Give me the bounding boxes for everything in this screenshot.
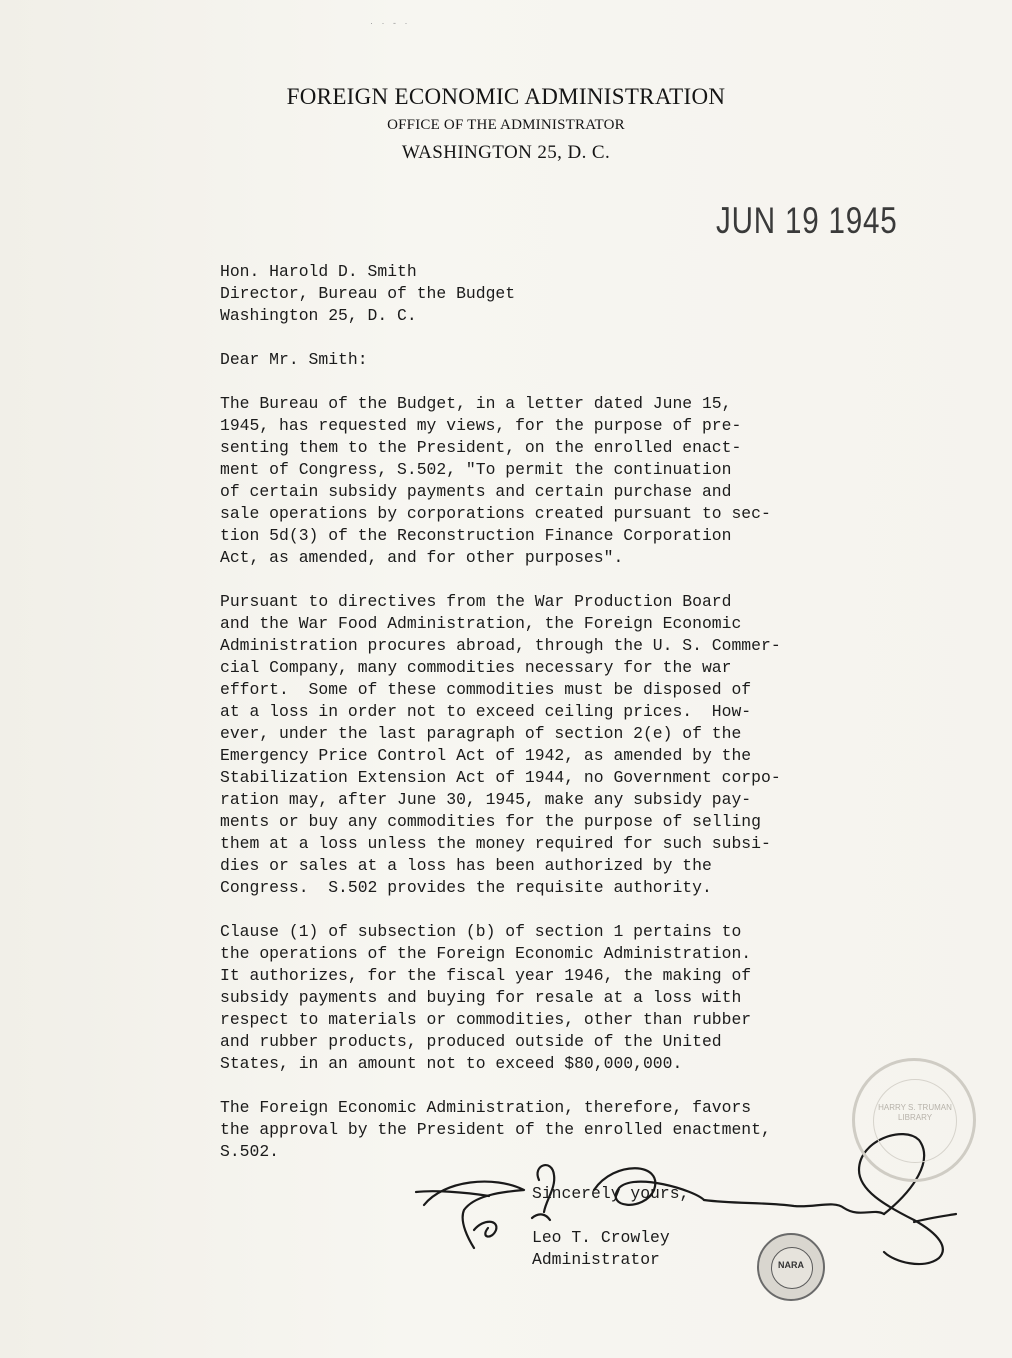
paragraph-line: of certain subsidy payments and certain purchase and (220, 482, 732, 501)
signer-title: Administrator (532, 1250, 660, 1269)
paragraph-line: tion 5d(3) of the Reconstruction Finance Corporation (220, 526, 732, 545)
paragraph-line: at a loss in order not to exceed ceiling prices. How- (220, 702, 752, 721)
paragraph-line: Emergency Price Control Act of 1942, as amended by the (220, 746, 752, 765)
salutation: Dear Mr. Smith: (220, 350, 368, 369)
nara-seal-text: NARA (778, 1260, 804, 1270)
paragraph-line: them at a loss unless the money required for such subsi- (220, 834, 771, 853)
paragraph-line: The Foreign Economic Administration, therefore, favors (220, 1098, 752, 1117)
letterhead-office: OFFICE OF THE ADMINISTRATOR (387, 117, 625, 133)
paragraph-line: Pursuant to directives from the War Production Board (220, 592, 732, 611)
paragraph-line: ments or buy any commodities for the purpose of selling (220, 812, 761, 831)
paragraph-line: Congress. S.502 provides the requisite authority. (220, 878, 712, 897)
paragraph-line: ration may, after June 30, 1945, make any subsidy pay- (220, 790, 752, 809)
paragraph-line: and the War Food Administration, the Foreign Economic (220, 614, 742, 633)
paragraph-line: Clause (1) of subsection (b) of section 1 pertains to (220, 922, 742, 941)
paragraph-line: Administration procures abroad, through the U. S. Commer- (220, 636, 781, 655)
paragraph-line: sale operations by corporations created pursuant to sec- (220, 504, 771, 523)
paragraph-line: 1945, has requested my views, for the purpose of pre- (220, 416, 742, 435)
recipient-name: Hon. Harold D. Smith (220, 262, 417, 281)
paragraph-line: the operations of the Foreign Economic Administration. (220, 944, 752, 963)
paragraph-line: ever, under the last paragraph of section 2(e) of the (220, 724, 742, 743)
paragraph-line: States, in an amount not to exceed $80,000,000. (220, 1054, 683, 1073)
paragraph-line: the approval by the President of the enrolled enactment, (220, 1120, 771, 1139)
recipient-address: Washington 25, D. C. (220, 306, 417, 325)
paragraph-line: dies or sales at a loss has been authorized by the (220, 856, 712, 875)
paragraph-line: senting them to the President, on the enrolled enact- (220, 438, 742, 457)
paragraph-line: cial Company, many commodities necessary for the war (220, 658, 732, 677)
paragraph-line: effort. Some of these commodities must be disposed of (220, 680, 752, 699)
library-seal-text: HARRY S. TRUMAN LIBRARY (878, 1103, 952, 1122)
top-smudge: · · - · (370, 18, 411, 28)
paragraph-line: It authorizes, for the fiscal year 1946, the making of (220, 966, 752, 985)
closing: Sincerely yours, (532, 1184, 690, 1203)
paragraph-line: Act, as amended, and for other purposes". (220, 548, 624, 567)
nara-seal (757, 1233, 825, 1301)
paragraph-line: respect to materials or commodities, other than rubber (220, 1010, 752, 1029)
letterhead-organization: FOREIGN ECONOMIC ADMINISTRATION (286, 84, 726, 109)
paragraph-line: subsidy payments and buying for resale at a loss with (220, 988, 742, 1007)
paragraph-line: The Bureau of the Budget, in a letter dated June 15, (220, 394, 732, 413)
paragraph-line: Stabilization Extension Act of 1944, no Government corpo- (220, 768, 781, 787)
library-seal (852, 1058, 976, 1182)
letterhead-city: WASHINGTON 25, D. C. (401, 142, 611, 163)
paragraph-line: and rubber products, produced outside of the United (220, 1032, 722, 1051)
paragraph-line: ment of Congress, S.502, "To permit the continuation (220, 460, 732, 479)
date-stamp: JUN 19 1945 (716, 200, 898, 241)
signer-name: Leo T. Crowley (532, 1228, 670, 1247)
paragraph-line: S.502. (220, 1142, 280, 1161)
recipient-title: Director, Bureau of the Budget (220, 284, 516, 303)
